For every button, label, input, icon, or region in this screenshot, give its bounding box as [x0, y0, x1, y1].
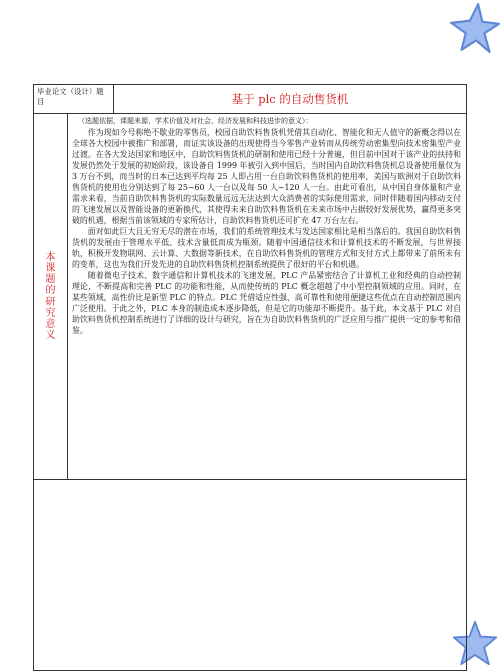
paragraph: 作为现如今号称绝不歇业的零售员，校园自助饮料售货机凭借其自动化、智能化和无人值守的新概念得以在全球各大校园中被推广和部署，而证实该设备的出现使得当今零售产业转而从传统劳动密集型向技术密集型产业过渡。在各大发达国家和地区中，自助饮料售货机的研制和使用已经十分普遍，但目前中国对于该产业的扶持和发展仍然处于发展的初始阶段，该设备自 1999 年被引入到中国后，当时国内自助饮料售货机总设备使用量仅为 3 万台不到，而当时的日本已达到平均每 25 人即占用一台自助饮料售货机的使用率，美国与欧洲对于自助饮料售货机的使用也分别达到了每 25~60 人一台以及每 50 人~120 人一台。由此可看出，从中国自身体量和产业需求来看，当前自助饮料售货机的实际数量远远无法达到大众消费者的实际使用需求，同时伴随着国内移动支付的飞速发展以及智能设备的更新换代，其使得未来自助饮料售货机在未来市场中占据较好发展优势，赢得更多突破的机遇，根据当前该领域的专家所估计，自助饮料售货机还可扩充 47 万台左右。	[72, 128, 461, 225]
section-content	[68, 114, 466, 479]
star-icon	[448, 2, 500, 54]
thesis-topic: 基于 plc 的自动售货机	[231, 92, 349, 106]
section-side-label: 本课题的研究意义	[45, 251, 56, 342]
topic-label: 毕业论文（设计）题目	[34, 85, 114, 113]
section-note: （选题依据，课题来源，学术价值及对社会、经济发展和科技进步的意义）：	[78, 117, 313, 125]
title-row	[34, 85, 466, 114]
proposal-form	[33, 84, 467, 671]
blank-row	[34, 479, 466, 670]
side-label-cell	[34, 114, 68, 479]
paragraph: 面对如此巨大且无穷无尽的潜在市场，我们的系统管理技术与发达国家相比是相当落后的。我国自助饮料售货机的发展由于管理水平低、技术含量低而成为瓶颈。随着中国通信技术和计算机技术的不断发展，与世界接轨，积极开发物联网、云计算、大数据等新技术，在自助饮料售货机的管理方式和支付方式上都带来了前所未有的变革，这也为我们开发先进的自助饮料售货机控制系统提供了很好的平台和机遇。	[72, 227, 461, 269]
significance-row	[34, 114, 466, 479]
paragraph: 随着微电子技术、数字通信和计算机技术的飞速发展，PLC 产品紧密结合了计算机工业和经典的自动控制理论，不断提高和完善 PLC 的功能和性能，从而使传统的 PLC 概念超越了中小型控制领域的应用。同时，在某些领域，高性价比是新型 PLC 的特点。PLC 凭借适应性强、高可靠性和使用便捷这些优点在自动控制范围内广泛使用。于此之外，PLC 本身的制造成本逐步降低，但是它的功能却不断提升。基于此，本文基于 PLC 对自助饮料售货机控制系统进行了详细的设计与研究，旨在为自助饮料售货机的广泛应用与推广提供一定的参考和借鉴。	[72, 271, 461, 335]
